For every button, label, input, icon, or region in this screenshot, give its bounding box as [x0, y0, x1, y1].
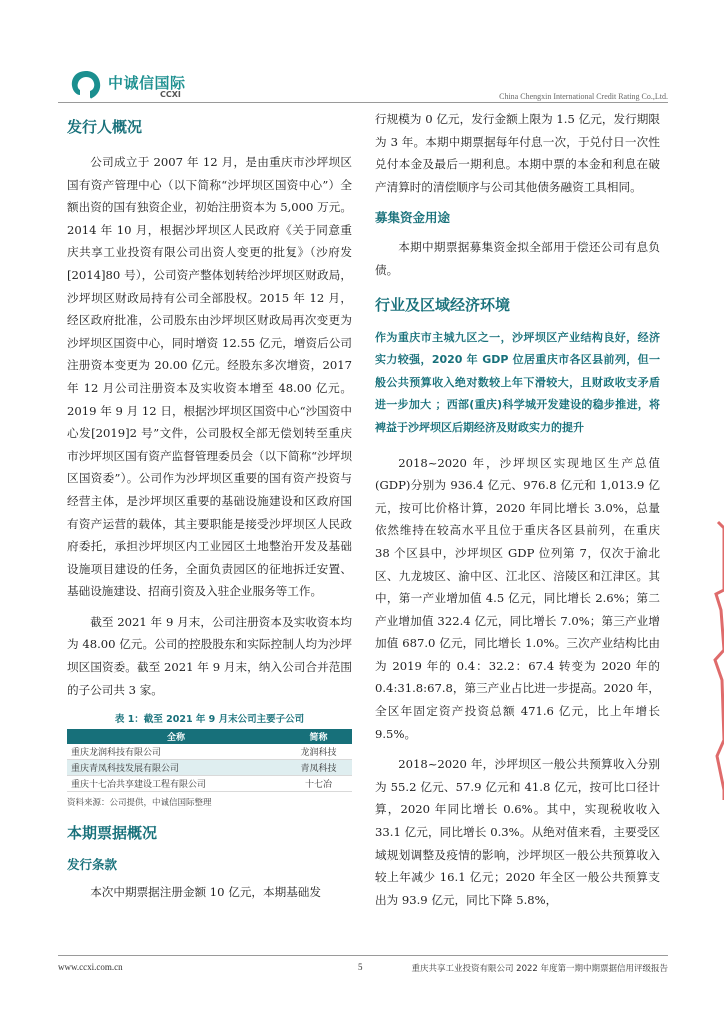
- subsidiaries-table: [67, 729, 352, 792]
- page-number: 5: [358, 962, 363, 972]
- industry-lead-summary: 作为重庆市主城九区之一，沙坪坝区产业结构良好，经济实力较强，2020 年 GDP 位居重庆市各区县前列，但一般公共预算收入绝对数较上年下滑较大，且财政收支矛盾进一步加大 ；西部(重庆)科学城开发建设的稳步推进，将裨益于沙坪坝区后期经济及财政实力的提升: [375, 330, 660, 434]
- table-row: [67, 760, 352, 776]
- table-cell-shortname: 十七冶: [285, 776, 352, 792]
- logo-text-en: CCXI: [160, 90, 181, 99]
- issuer-paragraph-1: 公司成立于 2007 年 12 月，是由重庆市沙坪坝区国有资产管理中心（以下简称“沙坪坝区国资中心”）全额出资的国有独资企业，初始注册资本为 5,000 万元。2014 年 10 月，根据沙坪坝区人民政府《关于同意重庆共享工业投资有限公司出资人变更的批复》（沙府发[2014]80 号），公司资产整体划转给沙坪坝区财政局，沙坪坝区财政局持有公司全部股权。2015 年 12 月，经区政府批准，公司股东由沙坪坝区财政局再次变更为沙坪坝区国资中心，同时增资 12.55 亿元，增资后公司注册资本变更为 20.00 亿元。经股东多次增资，2017 年 12 月公司注册资本及实收资本增至 48.00 亿元。2019 年 9 月 12 日，根据沙坪坝区国资中心“沙国资中心发[2019]2 号”文件，公司股权全部无偿划转至重庆市沙坪坝区国有资产监督管理委员会（以下简称“沙坪坝区国资委”）。公司作为沙坪坝区重要的国有资产投资与经营主体，是沙坪坝区重要的基础设施建设和区政府国有资产运营的载体，其主要职能是接受沙坪坝区人民政府委托，承担沙坪坝区内工业园区土地整治开发及基础设施项目建设的任务，全面负责园区的征地拆迁安置、基础设施建设、招商引资及入驻企业服务等工作。: [67, 155, 352, 599]
- table-header-fullname: 全称: [67, 729, 285, 744]
- issuer-paragraph-2: 截至 2021 年 9 月末，公司注册资本及实收资本均为 48.00 亿元。公司的控股股东和实际控制人均为沙坪坝区国资委。截至 2021 年 9 月末，纳入公司合并范围的子公司共 3 家。: [67, 614, 352, 697]
- table-row: [67, 776, 352, 792]
- gdp-paragraph: 2018~2020 年，沙坪坝区实现地区生产总值(GDP)分别为 936.4 亿元、976.8 亿元和 1,013.9 亿元，按可比价格计算，2020 年同比增长 3.0%，总量依然维持在较高水平且位于重庆各区县前列，在重庆 38 个区县中，沙坪坝区 GDP 位列第 7，仅次于渝北区、九龙坡区、渝中区、江北区、涪陵区和江津区。其中，第一产业增加值 4.5 亿元，同比增长 2.6%；第二产业增加值 322.4 亿元，同比增长 7.0%；第三产业增加值 687.0 亿元，同比增长 1.0%。三次产业结构比由为 2019 年的 0.4：32.2：67.4 转变为 2020 年的 0.4:31.8:67.8，第三产业占比进一步提高。2020 年，全区年固定资产投资总额 471.6 亿元，比上年增长 9.5%。: [375, 455, 660, 741]
- funds-use-heading: 募集资金用途: [375, 210, 451, 226]
- footer-report-title: 重庆共享工业投资有限公司 2022 年度第一期中期票据信用评级报告: [411, 964, 668, 974]
- table-header-shortname: 简称: [285, 729, 352, 744]
- table-header-row: [67, 729, 352, 744]
- notes-overview-heading: 本期票据概况: [67, 824, 158, 843]
- table-cell-shortname: 龙润科技: [285, 744, 352, 760]
- footer-url[interactable]: www.ccxi.com.cn: [58, 962, 123, 972]
- page-header: [58, 66, 668, 106]
- header-divider: [58, 102, 668, 103]
- header-company-name: China Chengxin International Credit Rating Co.,Ltd.: [499, 92, 668, 101]
- table-caption: 表 1：截至 2021 年 9 月末公司主要子公司: [114, 714, 305, 726]
- table-cell-shortname: 青凤科技: [285, 760, 352, 776]
- funds-use-paragraph: 本期中期票据募集资金拟全部用于偿还公司有息负债。: [375, 240, 660, 277]
- left-column: [67, 108, 352, 904]
- seal-stamp-edge: [712, 520, 724, 800]
- terms-paragraph-continued: 行规模为 0 亿元，发行金额上限为 1.5 亿元，发行期限为 3 年。本期中期票据每年付息一次，于兑付日一次性兑付本金及最后一期利息。本期中票的本金和利息在破产清算时的清偿顺序与公司其他债务融资工具相同。: [375, 112, 660, 194]
- logo-text-cn: 中诚信国际: [108, 74, 186, 92]
- ccxi-logo: [68, 66, 188, 102]
- footer-divider: [58, 955, 668, 956]
- table-cell-fullname: 重庆龙润科技有限公司: [67, 744, 285, 760]
- right-column: [375, 108, 660, 911]
- industry-heading: 行业及区域经济环境: [375, 295, 511, 314]
- table-cell-fullname: 重庆青凤科技发展有限公司: [67, 760, 285, 776]
- terms-heading: 发行条款: [67, 857, 118, 873]
- table-source: 资料来源：公司提供，中诚信国际整理: [67, 798, 212, 809]
- elephant-logo-icon: [68, 68, 104, 100]
- terms-paragraph: 本次中期票据注册金额 10 亿元，本期基础发: [90, 885, 321, 900]
- issuer-heading: 发行人概况: [67, 118, 143, 136]
- table-cell-fullname: 重庆十七冶共享建设工程有限公司: [67, 776, 285, 792]
- table-row: [67, 744, 352, 760]
- budget-paragraph: 2018~2020 年，沙坪坝区一般公共预算收入分别为 55.2 亿元、57.9 亿元和 41.8 亿元，按可比口径计算，2020 年同比增长 0.6%。其中，实现税收收入 33.1 亿元，同比增长 0.3%。从绝对值来看，主要受区域规划调整及疫情的影响，沙坪坝区一般公共预算收入较上年减少 16.1 亿元；2020 年全区一般公共预算支出为 93.9 亿元，同比下降 5.8%，: [375, 757, 660, 907]
